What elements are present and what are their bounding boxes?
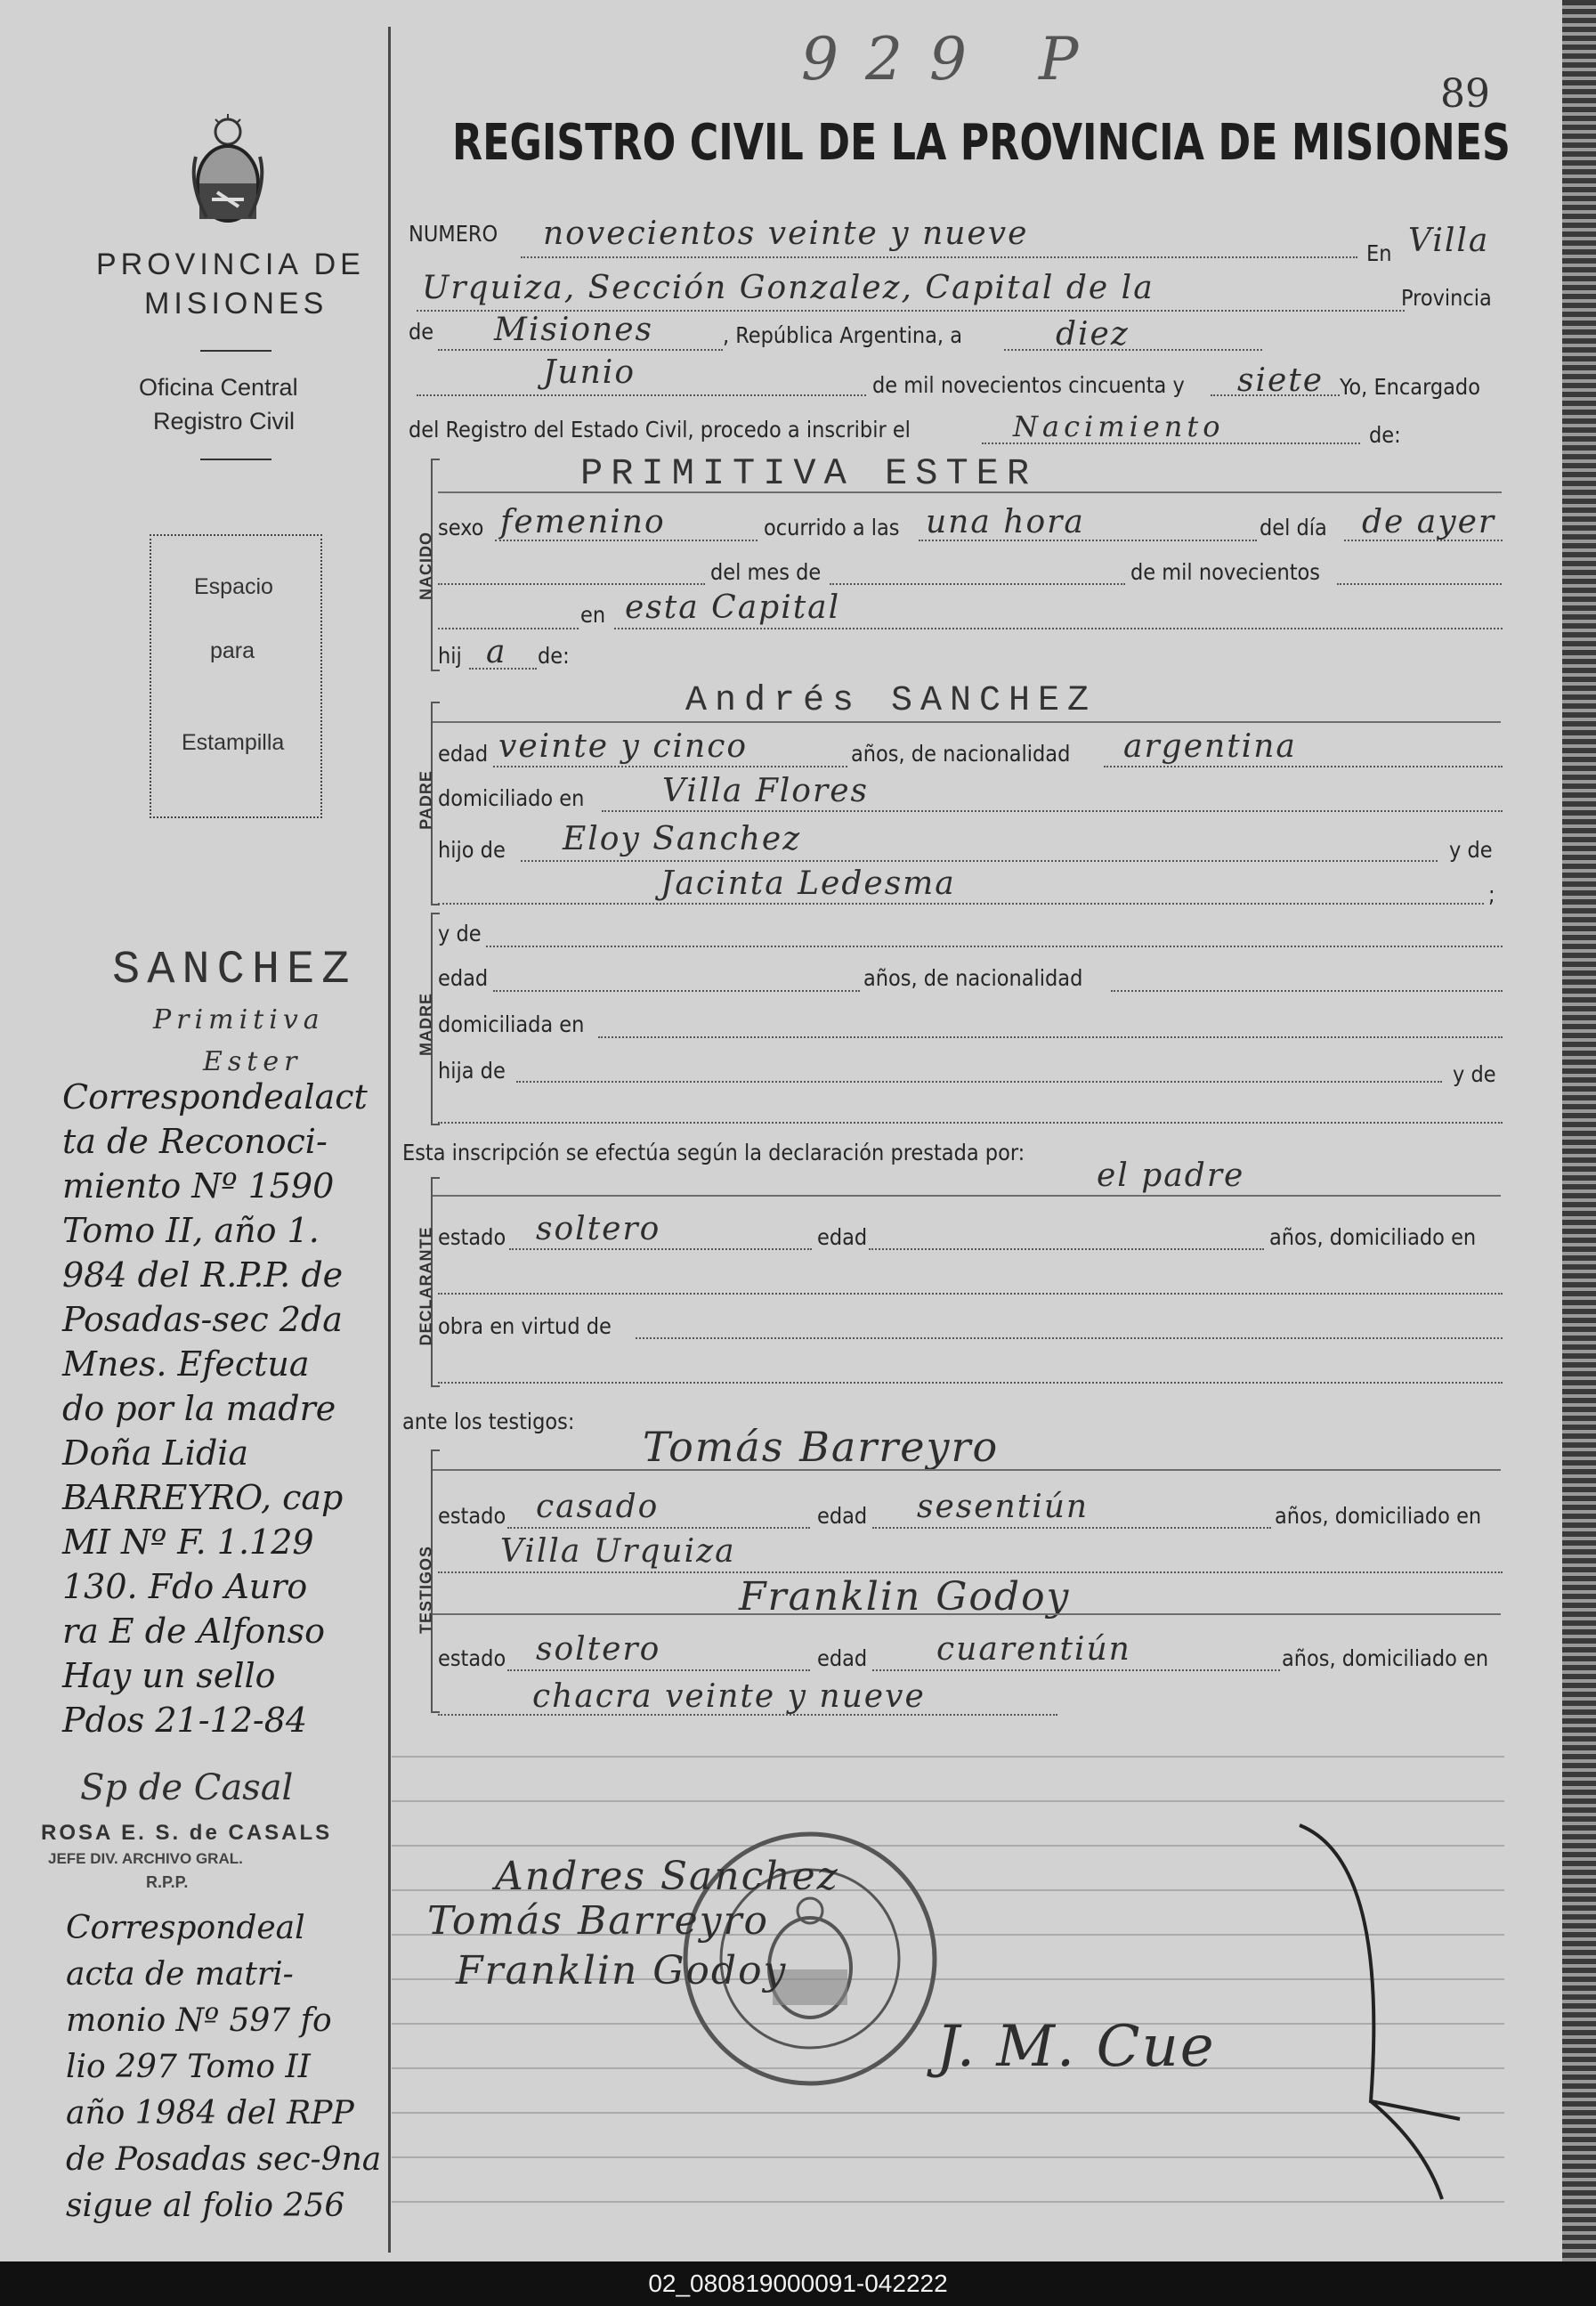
- locality-value: Urquiza, Sección Gonzalez, Capital de la: [422, 270, 1154, 306]
- province-heading: PROVINCIA DE: [96, 248, 365, 281]
- signature-declarant: Andres Sanchez: [495, 1854, 839, 1899]
- madre-section-label: MADRE: [417, 993, 435, 1056]
- stamp-box-label: para: [210, 638, 255, 663]
- madre-edad-label: edad: [438, 965, 489, 991]
- testigos-label: ante los testigos:: [402, 1409, 575, 1434]
- declarante-estado-label: estado: [438, 1224, 506, 1250]
- provincia-label: Provincia: [1401, 285, 1492, 311]
- procedo-label: del Registro del Estado Civil, procedo a inscribir el: [409, 417, 911, 443]
- madre-domicilio-label: domiciliada en: [438, 1011, 585, 1037]
- novecientos-label: de mil novecientos: [1130, 559, 1320, 585]
- father-address: Villa Flores: [662, 773, 869, 809]
- t1-edad-label: edad: [817, 1503, 868, 1529]
- en-label: En: [1366, 240, 1392, 266]
- witness-2-age: cuarentiún: [936, 1631, 1131, 1668]
- page-edge: [1562, 0, 1596, 2261]
- sexo-label: sexo: [438, 515, 484, 540]
- margin-stamp-line: JEFE DIV. ARCHIVO GRAL.: [48, 1850, 243, 1867]
- yde-label: y de: [1449, 837, 1493, 863]
- madre-nacionalidad-label: años, de nacionalidad: [863, 965, 1083, 991]
- hijde-label: de:: [538, 643, 570, 669]
- madre-yde2-label: y de: [1453, 1061, 1496, 1087]
- paternal-grandfather: Eloy Sanchez: [563, 821, 802, 857]
- margin-given-name-2: Ester: [203, 1046, 303, 1077]
- stamp-box-label: Espacio: [194, 574, 273, 599]
- de2-label: de:: [1369, 422, 1401, 448]
- divider: [200, 350, 271, 352]
- stamp-box-label: Estampilla: [182, 730, 285, 755]
- day-value: diez: [1056, 316, 1130, 353]
- t1-anios-label: años, domiciliado en: [1275, 1503, 1482, 1529]
- hij-suffix: a: [486, 634, 507, 670]
- en-value: Villa: [1408, 223, 1490, 259]
- declarante-edad-label: edad: [817, 1224, 868, 1250]
- hour-value: una hora: [926, 504, 1085, 540]
- obra-label: obra en virtud de: [438, 1313, 612, 1339]
- witness-2-status: soltero: [536, 1631, 661, 1668]
- encargado-label: Yo, Encargado: [1340, 374, 1480, 400]
- semicolon: ;: [1488, 881, 1495, 907]
- declarant-value: el padre: [1097, 1157, 1245, 1194]
- t2-edad-label: edad: [817, 1645, 868, 1671]
- witness-1-address: Villa Urquiza: [500, 1533, 736, 1570]
- divider: [200, 459, 271, 460]
- column-divider: [388, 27, 391, 2253]
- page-number: 89: [1440, 71, 1490, 117]
- scan-footer: 02_080819000091-042222: [0, 2261, 1596, 2306]
- province-value: Misiones: [494, 312, 654, 348]
- witness-1-age: sesentiún: [917, 1489, 1090, 1525]
- day-of-birth-value: de ayer: [1362, 504, 1496, 540]
- declarante-section-label: DECLARANTE: [417, 1226, 435, 1346]
- margin-note-reconocimiento: Correspondealact ta de Reconoci- miento Nº 1590 Tomo II, año 1. 984 del R.P.P. de Posadas-sec 2da Mnes. Efectua do por la madre Doña Lidia BARREYRO, cap MI Nº F. 1.129 130. Fdo Auro ra E de Alfonso Hay un sello Pdos 21-12-84: [62, 1077, 368, 1740]
- coat-of-arms-icon: [190, 112, 265, 228]
- year-value: siete: [1237, 362, 1325, 399]
- hij-label: hij: [438, 643, 462, 669]
- madre-yde-label: y de: [438, 921, 482, 946]
- t1-estado-label: estado: [438, 1503, 506, 1529]
- numero-label: NUMERO: [409, 221, 498, 247]
- de-label: de: [409, 319, 434, 345]
- republica-label: , República Argentina, a: [723, 322, 962, 348]
- edad-label: edad: [438, 741, 489, 767]
- office-label-2: Registro Civil: [153, 408, 296, 434]
- nacido-section-label: NACIDO: [417, 532, 435, 600]
- witness-1-status: casado: [536, 1489, 660, 1525]
- margin-surname: SANCHEZ: [112, 944, 357, 996]
- father-nationality: argentina: [1123, 728, 1297, 765]
- testigos-section-label: TESTIGOS: [417, 1546, 435, 1635]
- numero-value: novecientos veinte y nueve: [543, 215, 1029, 252]
- witness-2-address: chacra veinte y nueve: [532, 1678, 926, 1715]
- month-value: Junio: [543, 354, 636, 391]
- sex-value: femenino: [500, 504, 666, 540]
- anio-label: de mil novecientos cincuenta y: [872, 372, 1185, 398]
- t2-anios-label: años, domiciliado en: [1282, 1645, 1489, 1671]
- province-heading-2: MISIONES: [144, 287, 328, 321]
- declarante-anios-label: años, domiciliado en: [1269, 1224, 1477, 1250]
- father-age: veinte y cinco: [498, 728, 749, 765]
- en2-label: en: [580, 602, 606, 628]
- child-name: PRIMITIVA ESTER: [580, 452, 1038, 495]
- hijode-label: hijo de: [438, 837, 506, 863]
- signature-witness-1: Tomás Barreyro: [427, 1898, 769, 1944]
- declaracion-label: Esta inscripción se efectúa según la declaración prestada por:: [402, 1140, 1025, 1165]
- document-title: REGISTRO CIVIL DE LA PROVINCIA DE MISIONES: [452, 114, 1511, 172]
- signature-witness-2: Franklin Godoy: [456, 1948, 788, 1993]
- signature-stroke: [1282, 1807, 1478, 2217]
- margin-given-name: Primitiva: [153, 1004, 325, 1035]
- handwritten-number: 929 P: [801, 25, 1106, 93]
- margin-note-matrimonio: Correspondeal acta de matri- monio Nº 597 fo lio 297 Tomo II año 1984 del RPP de Posadas sec-9na sigue al folio 256: [66, 1910, 382, 2224]
- domiciliado-label: domiciliado en: [438, 785, 585, 811]
- witness-1-name: Tomás Barreyro: [643, 1423, 1000, 1471]
- signature-officer: J. M. Cue: [936, 2014, 1216, 2080]
- act-type-value: Nacimiento: [1013, 410, 1225, 443]
- margin-stamp-line: R.P.P.: [146, 1873, 189, 1891]
- nacionalidad-label: años, de nacionalidad: [851, 741, 1071, 767]
- mes-label: del mes de: [710, 559, 822, 585]
- witness-2-name: Franklin Godoy: [739, 1574, 1071, 1620]
- office-label: Oficina Central: [139, 374, 298, 401]
- t2-estado-label: estado: [438, 1645, 506, 1671]
- declarant-marital-status: soltero: [536, 1211, 661, 1247]
- hijade-label: hija de: [438, 1058, 506, 1084]
- birthplace-value: esta Capital: [625, 589, 841, 626]
- dia-label: del día: [1260, 515, 1327, 540]
- ocurrido-label: ocurrido a las: [764, 515, 900, 540]
- paternal-grandmother: Jacinta Ledesma: [660, 865, 956, 902]
- margin-signature: Sp de Casal: [80, 1767, 294, 1808]
- padre-section-label: PADRE: [417, 770, 435, 830]
- father-name: Andrés SANCHEZ: [685, 681, 1098, 721]
- margin-stamp-line: ROSA E. S. de CASALS: [41, 1821, 333, 1845]
